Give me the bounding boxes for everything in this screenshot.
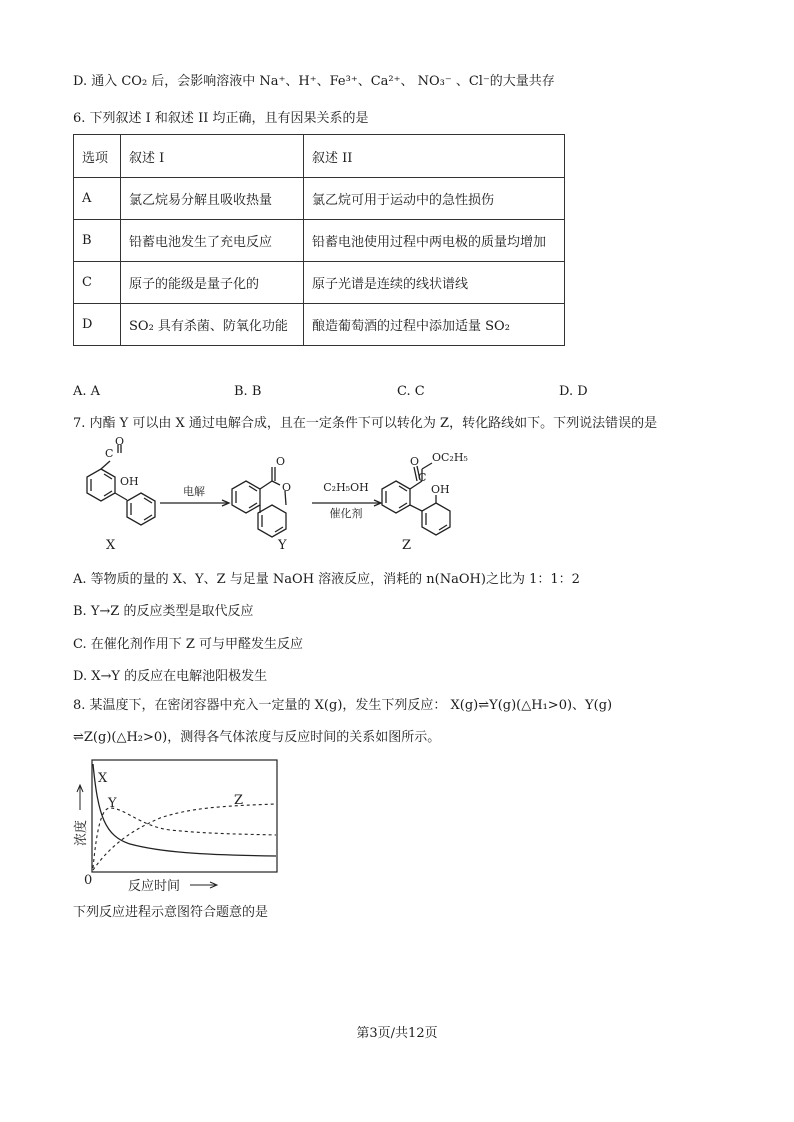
molecule-x-oxygen: O — [115, 435, 125, 448]
molecule-z-ester-group: OC₂H₅ — [432, 451, 468, 464]
q6-choice-c: C. C — [397, 384, 425, 399]
molecule-z-carbon: C — [418, 471, 427, 484]
table-cell: 原子光谱是连续的线状谱线 — [304, 262, 565, 304]
option-d-previous-question: D. 通入 CO₂ 后，会影响溶液中 Na⁺、H⁺、Fe³⁺、Ca²⁺、 NO₃⁻ 、Cl⁻的大量共存 — [73, 74, 555, 89]
q6-choice-a: A. A — [73, 384, 101, 399]
table-row — [74, 262, 565, 304]
graph-origin: 0 — [84, 873, 93, 888]
table-header-statement-2: 叙述 II — [304, 135, 565, 178]
molecule-y-structure — [232, 467, 286, 537]
q7-option-b: B. Y→Z 的反应类型是取代反应 — [73, 604, 254, 619]
molecule-y-ring-oxygen: O — [282, 481, 292, 494]
molecule-z-label: Z — [402, 538, 412, 553]
table-cell: 氯乙烷可用于运动中的急性损伤 — [304, 178, 565, 220]
curve-z — [93, 804, 276, 870]
q7-option-c: C. 在催化剂作用下 Z 可与甲醛发生反应 — [73, 637, 304, 652]
table-cell: SO₂ 具有杀菌、防氧化功能 — [121, 304, 304, 346]
table-cell: A — [74, 178, 121, 220]
molecule-x-carbon: C — [105, 447, 114, 460]
molecule-z-hydroxyl: OH — [431, 483, 450, 496]
q8-stem-line-2: ⇌Z(g)(△H₂>0)，测得各气体浓度与反应时间的关系如图所示。 — [73, 730, 441, 745]
table-cell: C — [74, 262, 121, 304]
q8-stem-line-1: 8. 某温度下，在密闭容器中充入一定量的 X(g)，发生下列反应： X(g)⇌Y(g)(△H₁>0)、Y(g) — [73, 698, 613, 713]
arrow-1-label: 电解 — [183, 485, 205, 498]
q8-followup: 下列反应进程示意图符合题意的是 — [73, 905, 269, 920]
curve-label-y: Y — [108, 796, 117, 811]
table-header-option: 选项 — [74, 135, 121, 178]
table-cell: D — [74, 304, 121, 346]
q7-stem: 7. 内酯 Y 可以由 X 通过电解合成，且在一定条件下可以转化为 Z，转化路线如下。下列说法错误的是 — [73, 416, 658, 431]
q7-option-a: A. 等物质的量的 X、Y、Z 与足量 NaOH 溶液反应，消耗的 n(NaOH)之比为 1：1：2 — [73, 572, 580, 587]
page-footer: 第3页/共12页 — [356, 1026, 438, 1041]
arrow-2-top-label: C₂H₅OH — [323, 481, 369, 494]
curve-x — [93, 764, 276, 856]
table-header-row — [74, 135, 565, 178]
table-cell: 氯乙烷易分解且吸收热量 — [121, 178, 304, 220]
table-row — [74, 178, 565, 220]
table-cell: 酿造葡萄酒的过程中添加适量 SO₂ — [304, 304, 565, 346]
q6-table — [73, 134, 565, 346]
curve-y — [93, 808, 276, 868]
curve-label-x: X — [98, 771, 108, 786]
table-cell: B — [74, 220, 121, 262]
q7-reaction-scheme — [60, 435, 480, 555]
q6-choice-d: D. D — [559, 384, 588, 399]
table-cell: 铅蓄电池发生了充电反应 — [121, 220, 304, 262]
curve-label-z: Z — [234, 793, 244, 808]
molecule-y-carbonyl-oxygen: O — [276, 455, 286, 468]
graph-x-label: 反应时间 — [128, 879, 181, 894]
molecule-x-hydroxyl: OH — [120, 475, 139, 488]
q6-stem: 6. 下列叙述 I 和叙述 II 均正确，且有因果关系的是 — [73, 111, 369, 126]
molecule-x-label: X — [106, 538, 116, 553]
table-header-statement-1: 叙述 I — [121, 135, 304, 178]
table-cell: 铅蓄电池使用过程中两电极的质量均增加 — [304, 220, 565, 262]
q8-concentration-graph — [70, 756, 290, 896]
table-cell: 原子的能级是量子化的 — [121, 262, 304, 304]
arrow-2-bottom-label: 催化剂 — [329, 507, 363, 520]
table-row — [74, 304, 565, 346]
molecule-z-carbonyl-oxygen: O — [410, 455, 420, 468]
molecule-y-label: Y — [278, 538, 287, 553]
q7-option-d: D. X→Y 的反应在电解池阳极发生 — [73, 669, 268, 684]
graph-y-label: 浓度 — [74, 819, 89, 846]
q6-choice-b: B. B — [234, 384, 262, 399]
molecule-z-structure — [382, 463, 450, 535]
table-row — [74, 220, 565, 262]
